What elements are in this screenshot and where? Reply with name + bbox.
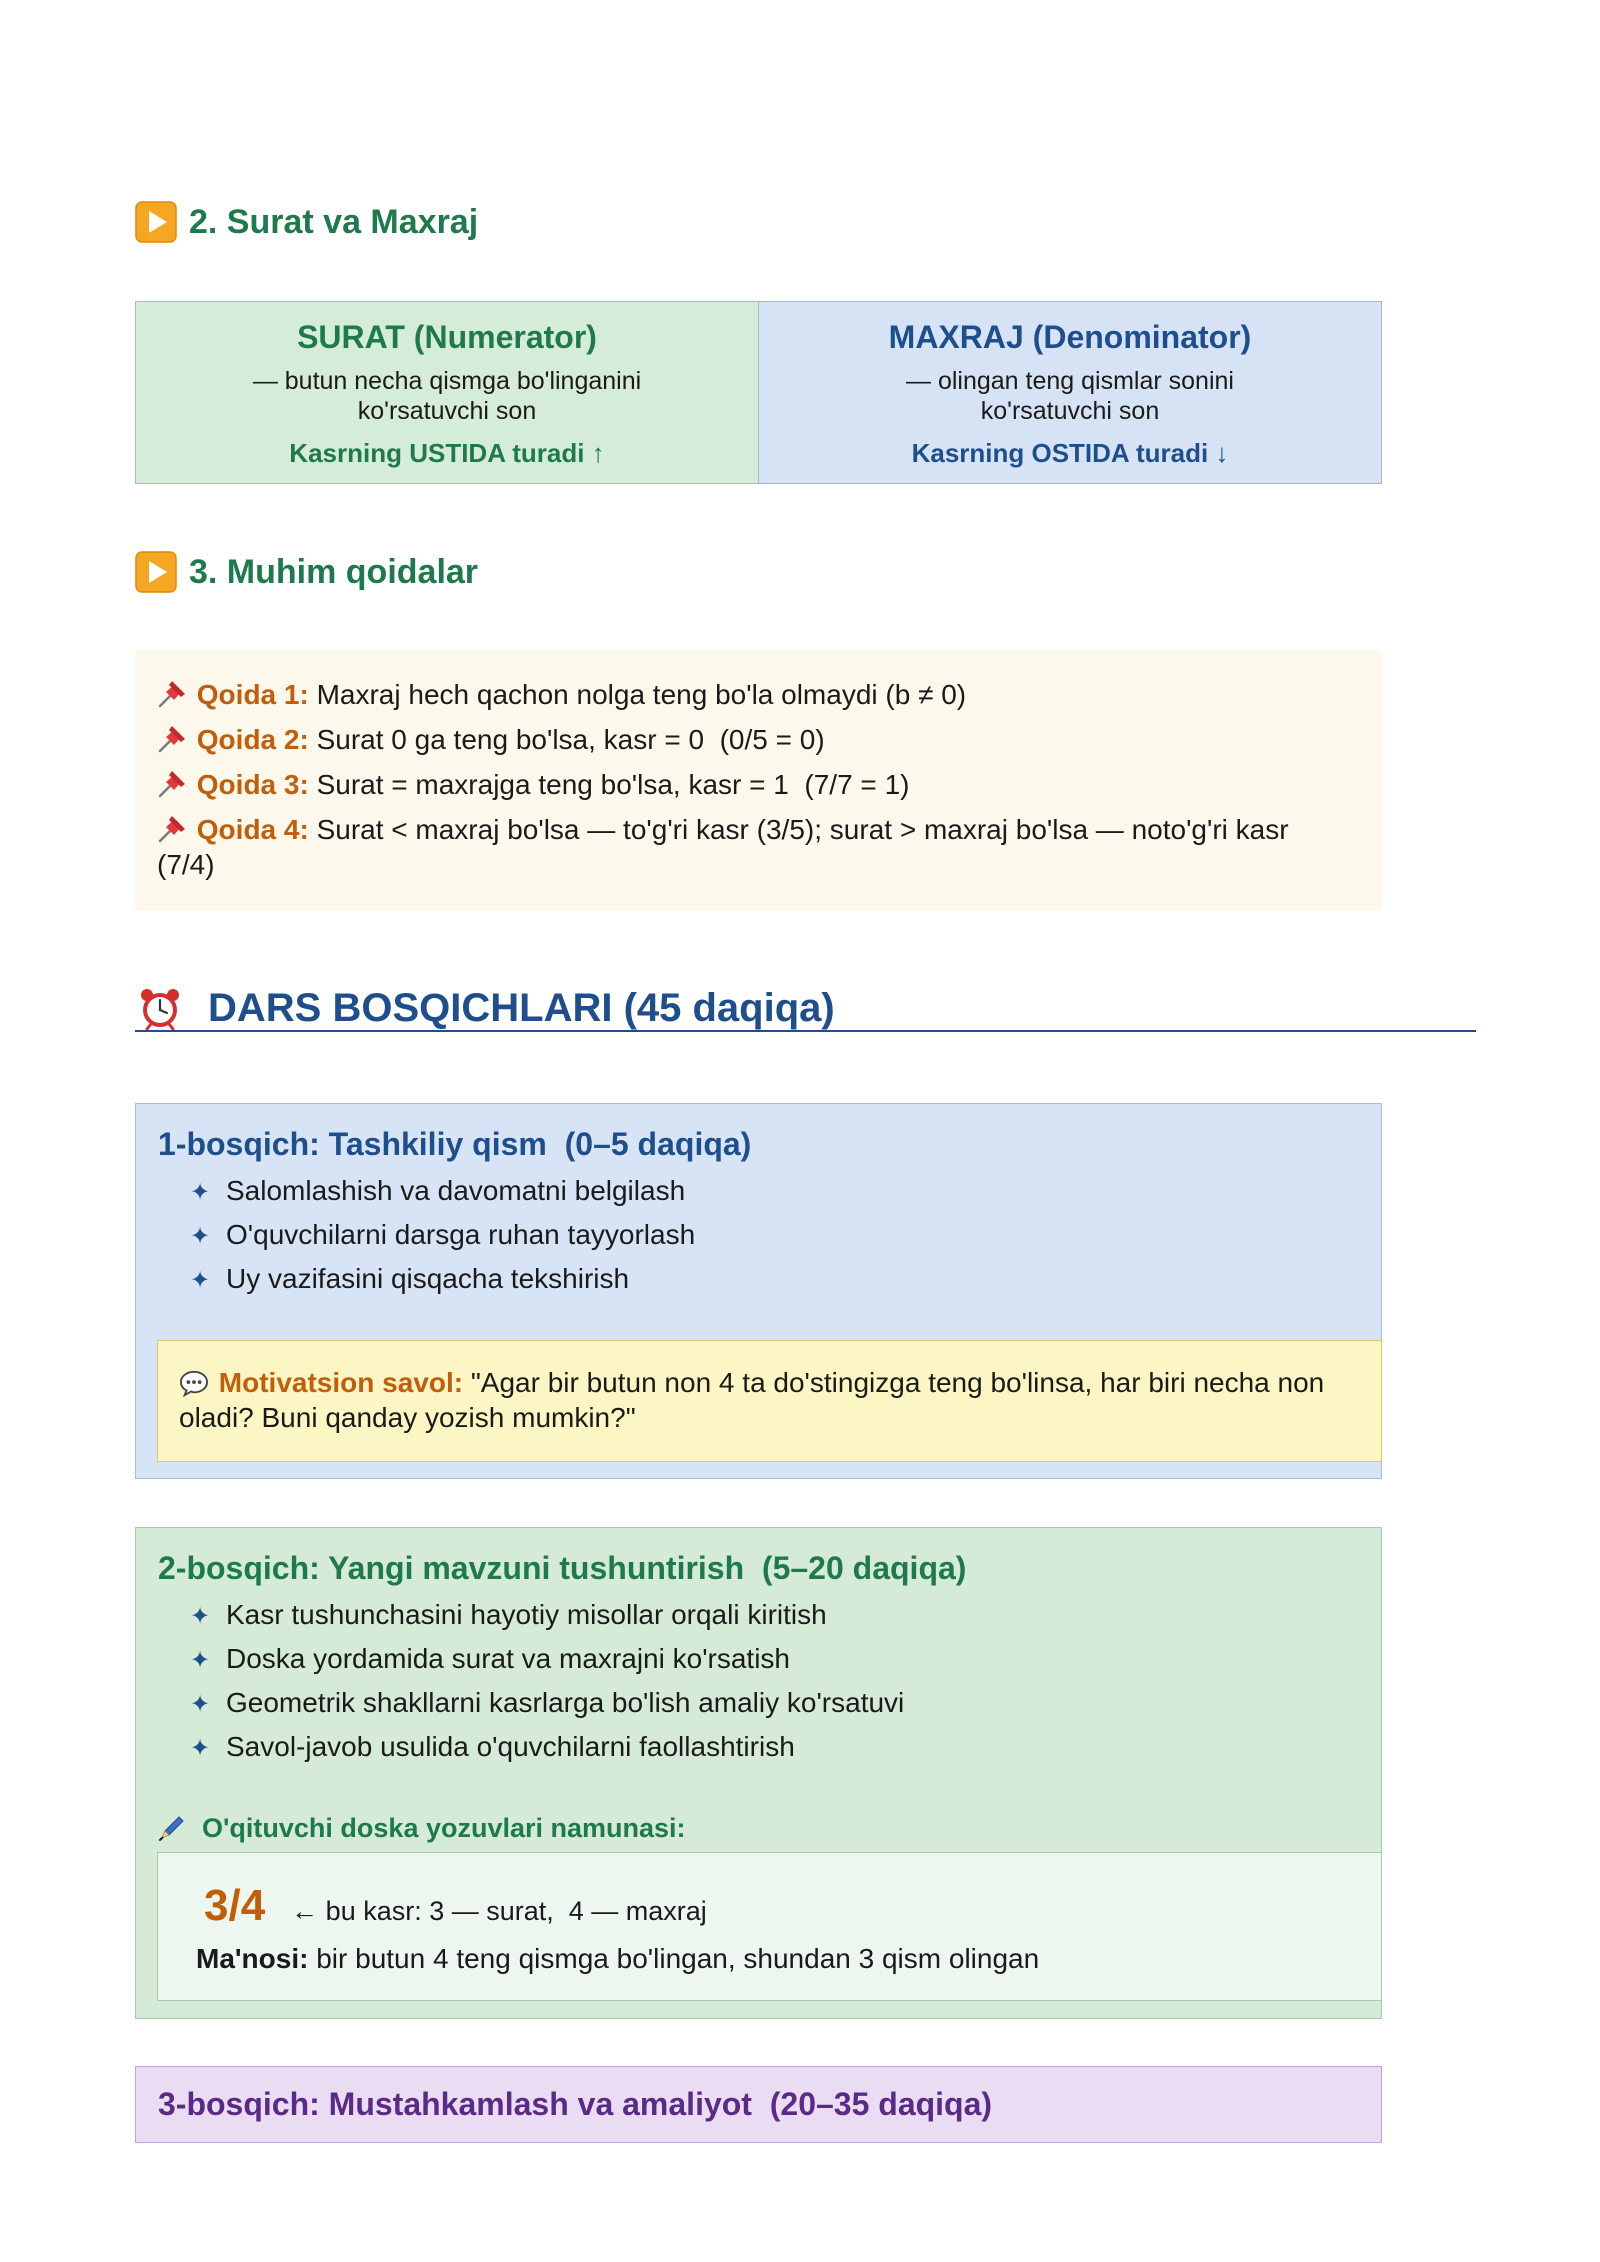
numerator-description: — butun necha qismga bo'linganini ko'rsatuvchi son	[252, 367, 642, 425]
motivation-label: Motivatsion savol:	[218, 1367, 464, 1398]
numerator-position: Kasrning USTIDA turadi ↑	[289, 438, 605, 468]
rule-item	[157, 767, 1322, 802]
list-item-text: O'quvchilarni darsga ruhan tayyorlash	[226, 1219, 696, 1250]
section-title: 2. Surat va Maxraj	[189, 203, 479, 241]
list-item-text: Kasr tushunchasini hayotiy misollar orqali kiritish	[226, 1599, 827, 1630]
star-bullet-icon: ✦	[190, 1735, 211, 1762]
rule-item	[157, 812, 1322, 882]
pushpin-icon	[157, 769, 187, 799]
rule-item	[157, 677, 1322, 712]
motivation-text: "Agar bir butun non 4 ta do'stingizga teng bo'linsa, har biri necha non oladi? Buni qanday yozish mumkin?"	[179, 1367, 1325, 1433]
stage-item-list	[158, 1594, 1381, 1770]
stage-3-box	[135, 2066, 1382, 2143]
board-fraction-row	[196, 1883, 1381, 1929]
rule-text: Surat = maxrajga teng bo'lsa, kasr = 1 (7/7 = 1)	[316, 769, 910, 800]
star-bullet-icon: ✦	[190, 1691, 211, 1718]
stage-1-box	[135, 1103, 1382, 1479]
stage-title: 3-bosqich: Mustahkamlash va amaliyot (20–35 daqiqa)	[158, 2086, 993, 2122]
list-item-text: Uy vazifasini qisqacha tekshirish	[226, 1263, 630, 1294]
numerator-title: SURAT (Numerator)	[297, 319, 597, 355]
heading-underline	[135, 1030, 1476, 1032]
list-item-text: Geometrik shakllarni kasrlarga bo'lish amaliy ko'rsatuvi	[226, 1687, 905, 1718]
board-example-box	[157, 1852, 1382, 2001]
numerator-cell	[136, 302, 759, 483]
list-item-text: Salomlashish va davomatni belgilash	[226, 1175, 686, 1206]
board-meaning-text: bir butun 4 teng qismga bo'lingan, shundan 3 qism olingan	[316, 1943, 1040, 1974]
denominator-description: — olingan teng qismlar sonini ko'rsatuvchi son	[906, 367, 1234, 425]
lesson-stages-title: DARS BOSQICHLARI (45 daqiqa)	[208, 986, 835, 1030]
star-bullet-icon: ✦	[190, 1647, 211, 1674]
section-heading-rules	[135, 551, 478, 593]
list-item-text: Savol-javob usulida o'quvchilarni faollashtirish	[226, 1731, 795, 1762]
rule-label: Qoida 4:	[196, 814, 309, 845]
rule-text: Surat 0 ga teng bo'lsa, kasr = 0 (0/5 = 0)	[316, 724, 825, 755]
motivation-question-box	[157, 1340, 1382, 1462]
play-button-icon	[135, 551, 177, 593]
board-meaning-label: Ma'nosi:	[196, 1943, 309, 1974]
list-item	[190, 1258, 1381, 1302]
star-bullet-icon: ✦	[190, 1267, 211, 1294]
rule-text: Surat < maxraj bo'lsa — to'g'ri kasr (3/5); surat > maxraj bo'lsa — noto'g'ri kasr (7/4)	[157, 814, 1297, 880]
rule-label: Qoida 2:	[196, 724, 309, 755]
denominator-cell	[759, 302, 1381, 483]
list-item	[190, 1682, 1381, 1726]
stage-title: 2-bosqich: Yangi mavzuni tushuntirish (5–20 daqiqa)	[158, 1550, 967, 1586]
rule-label: Qoida 1:	[196, 679, 309, 710]
stage-2-box	[135, 1527, 1382, 2019]
list-item-text: Doska yordamida surat va maxrajni ko'rsatish	[226, 1643, 791, 1674]
list-item	[190, 1638, 1381, 1682]
board-label-text: O'qituvchi doska yozuvlari namunasi:	[202, 1813, 686, 1843]
star-bullet-icon: ✦	[190, 1603, 211, 1630]
stage-title: 1-bosqich: Tashkiliy qism (0–5 daqiqa)	[158, 1126, 752, 1162]
pen-icon	[157, 1813, 187, 1843]
rules-box	[135, 650, 1382, 911]
section-heading-fraction-parts	[135, 201, 478, 243]
board-examples-label	[157, 1810, 686, 1846]
numerator-denominator-table	[135, 301, 1382, 484]
lesson-stages-heading	[138, 985, 835, 1031]
alarm-clock-icon	[138, 986, 182, 1030]
list-item	[190, 1594, 1381, 1638]
pushpin-icon	[157, 814, 187, 844]
list-item	[190, 1726, 1381, 1770]
pushpin-icon	[157, 679, 187, 709]
list-item	[190, 1214, 1381, 1258]
list-item	[190, 1170, 1381, 1214]
rule-text: Maxraj hech qachon nolga teng bo'la olmaydi (b ≠ 0)	[316, 679, 967, 710]
board-fraction-note: ← bu kasr: 3 — surat, 4 — maxraj	[291, 1896, 707, 1926]
rule-item	[157, 722, 1322, 757]
star-bullet-icon: ✦	[190, 1223, 211, 1250]
pushpin-icon	[157, 724, 187, 754]
star-bullet-icon: ✦	[190, 1179, 211, 1206]
board-fraction: 3/4	[204, 1881, 266, 1930]
section-title: 3. Muhim qoidalar	[189, 553, 479, 591]
speech-bubble-icon	[179, 1369, 209, 1397]
denominator-title: MAXRAJ (Denominator)	[888, 319, 1252, 355]
rule-label: Qoida 3:	[196, 769, 309, 800]
stage-item-list	[158, 1170, 1381, 1302]
play-button-icon	[135, 201, 177, 243]
denominator-position: Kasrning OSTIDA turadi ↓	[911, 438, 1229, 468]
board-meaning-row	[196, 1941, 1381, 1977]
